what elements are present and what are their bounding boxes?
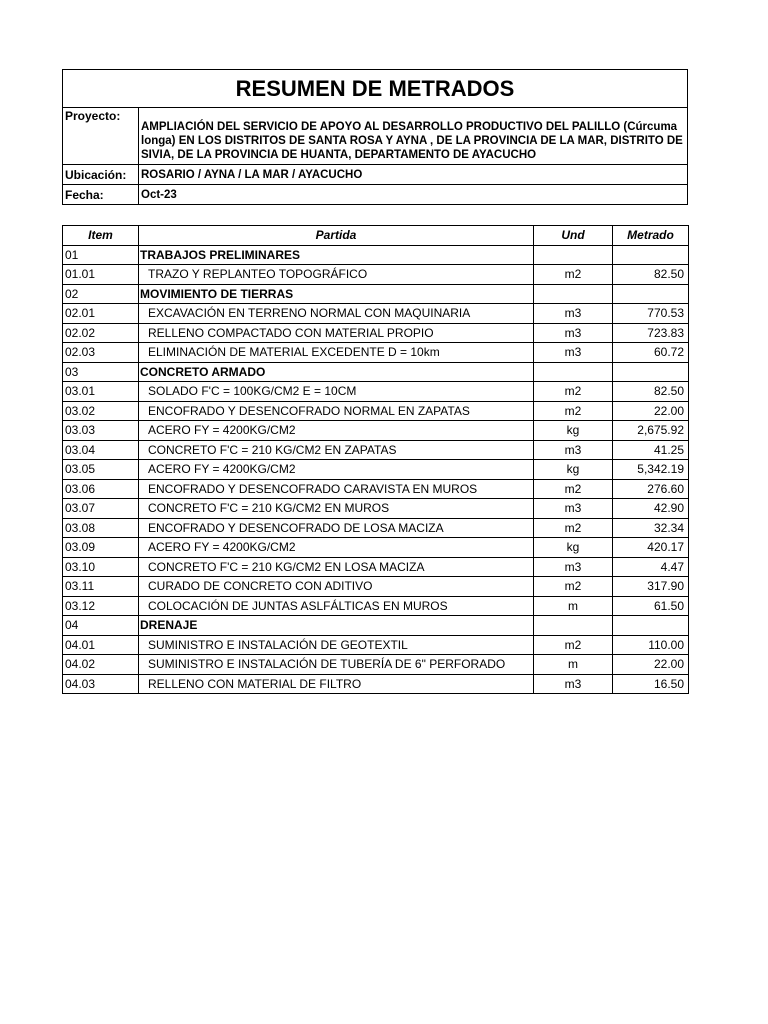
item-unit: m2 [534, 265, 613, 285]
table-body [63, 245, 689, 694]
item-code: 03.11 [63, 577, 139, 597]
proyecto-value: AMPLIACIÓN DEL SERVICIO DE APOYO AL DESARROLLO PRODUCTIVO DEL PALILLO (Cúrcuma longa) EN LOS DISTRITOS DE SANTA ROSA Y AYNA , DE LA PROVINCIA DE LA MAR, DISTRITO DE SIVIA, DE LA PROVINCIA DE HUANTA, DEPARTAMENTO DE AYACUCHO [139, 108, 688, 165]
table-row [63, 440, 689, 460]
item-metrado: 110.00 [613, 635, 689, 655]
item-code: 02 [63, 284, 139, 304]
item-code: 02.01 [63, 304, 139, 324]
item-metrado: 41.25 [613, 440, 689, 460]
item-unit [534, 284, 613, 304]
item-description: RELLENO COMPACTADO CON MATERIAL PROPIO [139, 323, 534, 343]
item-metrado: 61.50 [613, 596, 689, 616]
item-unit: kg [534, 538, 613, 558]
item-metrado: 32.34 [613, 518, 689, 538]
table-row [63, 655, 689, 675]
item-metrado [613, 362, 689, 382]
item-code: 03.06 [63, 479, 139, 499]
item-unit: m2 [534, 401, 613, 421]
item-metrado: 2,675.92 [613, 421, 689, 441]
table-row [63, 460, 689, 480]
item-metrado: 82.50 [613, 265, 689, 285]
item-metrado: 82.50 [613, 382, 689, 402]
table-row [63, 557, 689, 577]
item-unit [534, 362, 613, 382]
item-metrado: 16.50 [613, 674, 689, 694]
item-unit [534, 616, 613, 636]
ubicacion-label: Ubicación: [63, 165, 139, 185]
item-unit: m2 [534, 518, 613, 538]
item-description: MOVIMIENTO DE TIERRAS [139, 284, 534, 304]
table-row [63, 304, 689, 324]
item-description: SOLADO F'C = 100KG/CM2 E = 10CM [139, 382, 534, 402]
item-description: ENCOFRADO Y DESENCOFRADO DE LOSA MACIZA [139, 518, 534, 538]
metrados-table [62, 225, 689, 694]
item-description: RELLENO CON MATERIAL DE FILTRO [139, 674, 534, 694]
table-header-row [63, 226, 689, 246]
item-description: ENCOFRADO Y DESENCOFRADO NORMAL EN ZAPATAS [139, 401, 534, 421]
item-metrado: 770.53 [613, 304, 689, 324]
item-code: 03.01 [63, 382, 139, 402]
item-unit [534, 245, 613, 265]
column-header-partida: Partida [139, 226, 534, 246]
item-unit: m3 [534, 440, 613, 460]
item-description: SUMINISTRO E INSTALACIÓN DE GEOTEXTIL [139, 635, 534, 655]
item-metrado: 22.00 [613, 655, 689, 675]
item-metrado: 5,342.19 [613, 460, 689, 480]
item-code: 03.05 [63, 460, 139, 480]
item-code: 03.12 [63, 596, 139, 616]
item-code: 04.03 [63, 674, 139, 694]
item-metrado: 420.17 [613, 538, 689, 558]
item-unit: m3 [534, 343, 613, 363]
item-metrado: 723.83 [613, 323, 689, 343]
item-metrado: 60.72 [613, 343, 689, 363]
item-code: 03.02 [63, 401, 139, 421]
table-row [63, 265, 689, 285]
item-unit: m [534, 655, 613, 675]
item-unit: m2 [534, 577, 613, 597]
item-description: DRENAJE [139, 616, 534, 636]
item-description: ACERO FY = 4200KG/CM2 [139, 460, 534, 480]
item-code: 01.01 [63, 265, 139, 285]
item-unit: m2 [534, 635, 613, 655]
item-description: ACERO FY = 4200KG/CM2 [139, 538, 534, 558]
item-unit: kg [534, 421, 613, 441]
table-row [63, 382, 689, 402]
item-unit: m3 [534, 304, 613, 324]
item-description: EXCAVACIÓN EN TERRENO NORMAL CON MAQUINARIA [139, 304, 534, 324]
item-code: 01 [63, 245, 139, 265]
item-description: CONCRETO F'C = 210 KG/CM2 EN ZAPATAS [139, 440, 534, 460]
item-code: 03.07 [63, 499, 139, 519]
table-row [63, 323, 689, 343]
item-description: TRABAJOS PRELIMINARES [139, 245, 534, 265]
column-header-und: Und [534, 226, 613, 246]
item-description: COLOCACIÓN DE JUNTAS ASLFÁLTICAS EN MUROS [139, 596, 534, 616]
fecha-label: Fecha: [63, 185, 139, 205]
item-metrado: 42.90 [613, 499, 689, 519]
item-description: CURADO DE CONCRETO CON ADITIVO [139, 577, 534, 597]
item-description: ENCOFRADO Y DESENCOFRADO CARAVISTA EN MUROS [139, 479, 534, 499]
table-row [63, 343, 689, 363]
item-metrado [613, 245, 689, 265]
column-header-item: Item [63, 226, 139, 246]
item-description: CONCRETO F'C = 210 KG/CM2 EN LOSA MACIZA [139, 557, 534, 577]
item-description: CONCRETO ARMADO [139, 362, 534, 382]
item-code: 02.02 [63, 323, 139, 343]
item-code: 03.03 [63, 421, 139, 441]
item-unit: m3 [534, 499, 613, 519]
item-code: 03.09 [63, 538, 139, 558]
item-code: 03.08 [63, 518, 139, 538]
proyecto-label: Proyecto: [63, 108, 139, 165]
item-code: 04.01 [63, 635, 139, 655]
table-row [63, 635, 689, 655]
item-unit: m3 [534, 323, 613, 343]
category-row [63, 245, 689, 265]
item-code: 04.02 [63, 655, 139, 675]
item-metrado: 4.47 [613, 557, 689, 577]
column-header-metrado: Metrado [613, 226, 689, 246]
table-row [63, 596, 689, 616]
item-description: TRAZO Y REPLANTEO TOPOGRÁFICO [139, 265, 534, 285]
item-code: 02.03 [63, 343, 139, 363]
page-title: RESUMEN DE METRADOS [63, 70, 688, 108]
item-unit: m [534, 596, 613, 616]
ubicacion-value: ROSARIO / AYNA / LA MAR / AYACUCHO [139, 165, 688, 185]
item-description: SUMINISTRO E INSTALACIÓN DE TUBERÍA DE 6" PERFORADO [139, 655, 534, 675]
item-description: ACERO FY = 4200KG/CM2 [139, 421, 534, 441]
item-metrado: 22.00 [613, 401, 689, 421]
item-metrado: 276.60 [613, 479, 689, 499]
table-row [63, 401, 689, 421]
category-row [63, 362, 689, 382]
item-code: 03.04 [63, 440, 139, 460]
item-code: 04 [63, 616, 139, 636]
document-header [62, 69, 688, 205]
table-row [63, 421, 689, 441]
item-unit: m2 [534, 479, 613, 499]
table-row [63, 674, 689, 694]
fecha-value: Oct-23 [139, 185, 688, 205]
table-row [63, 538, 689, 558]
item-metrado: 317.90 [613, 577, 689, 597]
item-code: 03.10 [63, 557, 139, 577]
table-row [63, 518, 689, 538]
item-metrado [613, 616, 689, 636]
table-row [63, 479, 689, 499]
item-unit: m3 [534, 674, 613, 694]
item-unit: kg [534, 460, 613, 480]
table-row [63, 577, 689, 597]
item-description: CONCRETO F'C = 210 KG/CM2 EN MUROS [139, 499, 534, 519]
category-row [63, 284, 689, 304]
item-metrado [613, 284, 689, 304]
category-row [63, 616, 689, 636]
item-unit: m2 [534, 382, 613, 402]
table-row [63, 499, 689, 519]
item-unit: m3 [534, 557, 613, 577]
item-description: ELIMINACIÓN DE MATERIAL EXCEDENTE D = 10km [139, 343, 534, 363]
item-code: 03 [63, 362, 139, 382]
